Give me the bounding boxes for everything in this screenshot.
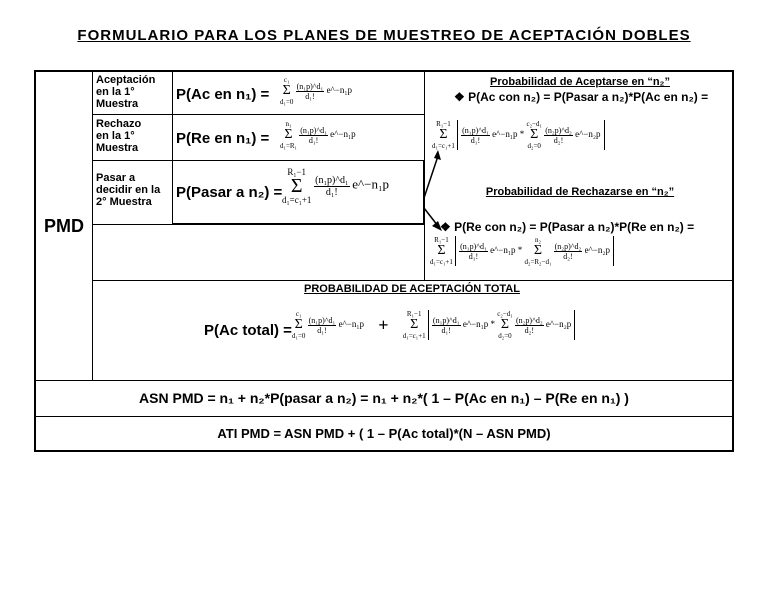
total-prob-sum: c₁ Σ d₁=0 $\frac{\text{(n₁p)\textasciicircum{}d₁}}{\text{d₁!}}$ e^−n₁p + R₁−1 Σ d₁=c₁+1 $\frac{\text{(n₁p)\textasciicircum{}d₁}}{\text{d₁!}}$ e^−n₁p * c₂−d₁ Σ d₂=0 $\frac{\text{(n₂p)\textasciicircum{}d₂}}{\text{d₂!}}$ e^−n₂p [292,310,575,340]
rejection-sum: n₁ Σ d₁=R₁ $\frac{\text{(n₁p)\textasciicircum{}d₁}}{\text{d₁!}}$ e^−n₁p [280,120,356,150]
pmd-label: PMD [44,215,84,236]
reject-prob-formula: ❖ P(Re con n₂) = P(Pasar a n₂)*P(Re en n₂) = [440,220,695,234]
total-prob-heading: PROBABILIDAD DE ACEPTACIÓN TOTAL [304,283,520,295]
second-sample-label: Pasar a decidir en la 2° Muestra [96,172,161,208]
reject-prob-sum: R₁−1 Σ d₁=c₁+1 $\frac{\text{(n₁p)\textasciicircum{}d₁}}{\text{d₁!}}$ e^−n₁p * n₂ Σ d₂=R₂−d₁ $\frac{\text{(n₂p)\textasciicircum{}d₂}}{\text{d₂!}}$ e^−n₂p [430,236,614,266]
asn-formula: ASN PMD = n₁ + n₂*P(pasar a n₂) = n₁ + n₂*( 1 – P(Ac en n₁) – P(Re en n₁) ) [139,390,629,406]
rejection-label: Rechazo en la 1° Muestra [96,118,142,154]
rejection-formula: P(Re en n₁) = [176,130,270,147]
formula-table [34,70,734,452]
page-title: FORMULARIO PARA LOS PLANES DE MUESTREO DE ACEPTACIÓN DOBLES [77,27,691,44]
reject-prob-heading: Probabilidad de Rechazarse en “n₂” [485,186,675,198]
total-prob-formula: P(Ac total) = [204,322,292,339]
ati-formula: ATI PMD = ASN PMD + ( 1 – P(Ac total)*(N – ASN PMD) [217,426,551,441]
acceptance-formula: P(Ac en n₁) = [176,86,270,103]
acceptance-sum: c₁ Σ d₁=0 $\frac{\text{(n₁p)\textasciicircum{}d₁}}{\text{d₁!}}$ e^−n₁p [280,76,352,106]
accept-prob-sum: R₁−1 Σ d₁=c₁+1 $\frac{\text{(n₁p)\textasciicircum{}d₁}}{\text{d₁!}}$ e^−n₁p * c₂−d₁ Σ d₂=0 $\frac{\text{(n₂p)\textasciicircum{}d₂}}{\text{d₂!}}$ e^−n₂p [432,120,605,150]
accept-prob-heading: Probabilidad de Aceptarse en “n₂” [490,76,670,88]
second-sample-formula: P(Pasar a n₂) = [176,184,283,201]
second-sample-sum: R₁−1 Σ d₁=c₁+1 $\frac{\text{(n₁p)\textasciicircum{}d₁}}{\text{d₁!}}$ e^−n₁p [282,167,389,205]
accept-prob-formula: ❖ P(Ac con n₂) = P(Pasar a n₂)*P(Ac en n₂) = [454,90,709,104]
acceptance-label: Aceptación en la 1° Muestra [96,74,156,110]
